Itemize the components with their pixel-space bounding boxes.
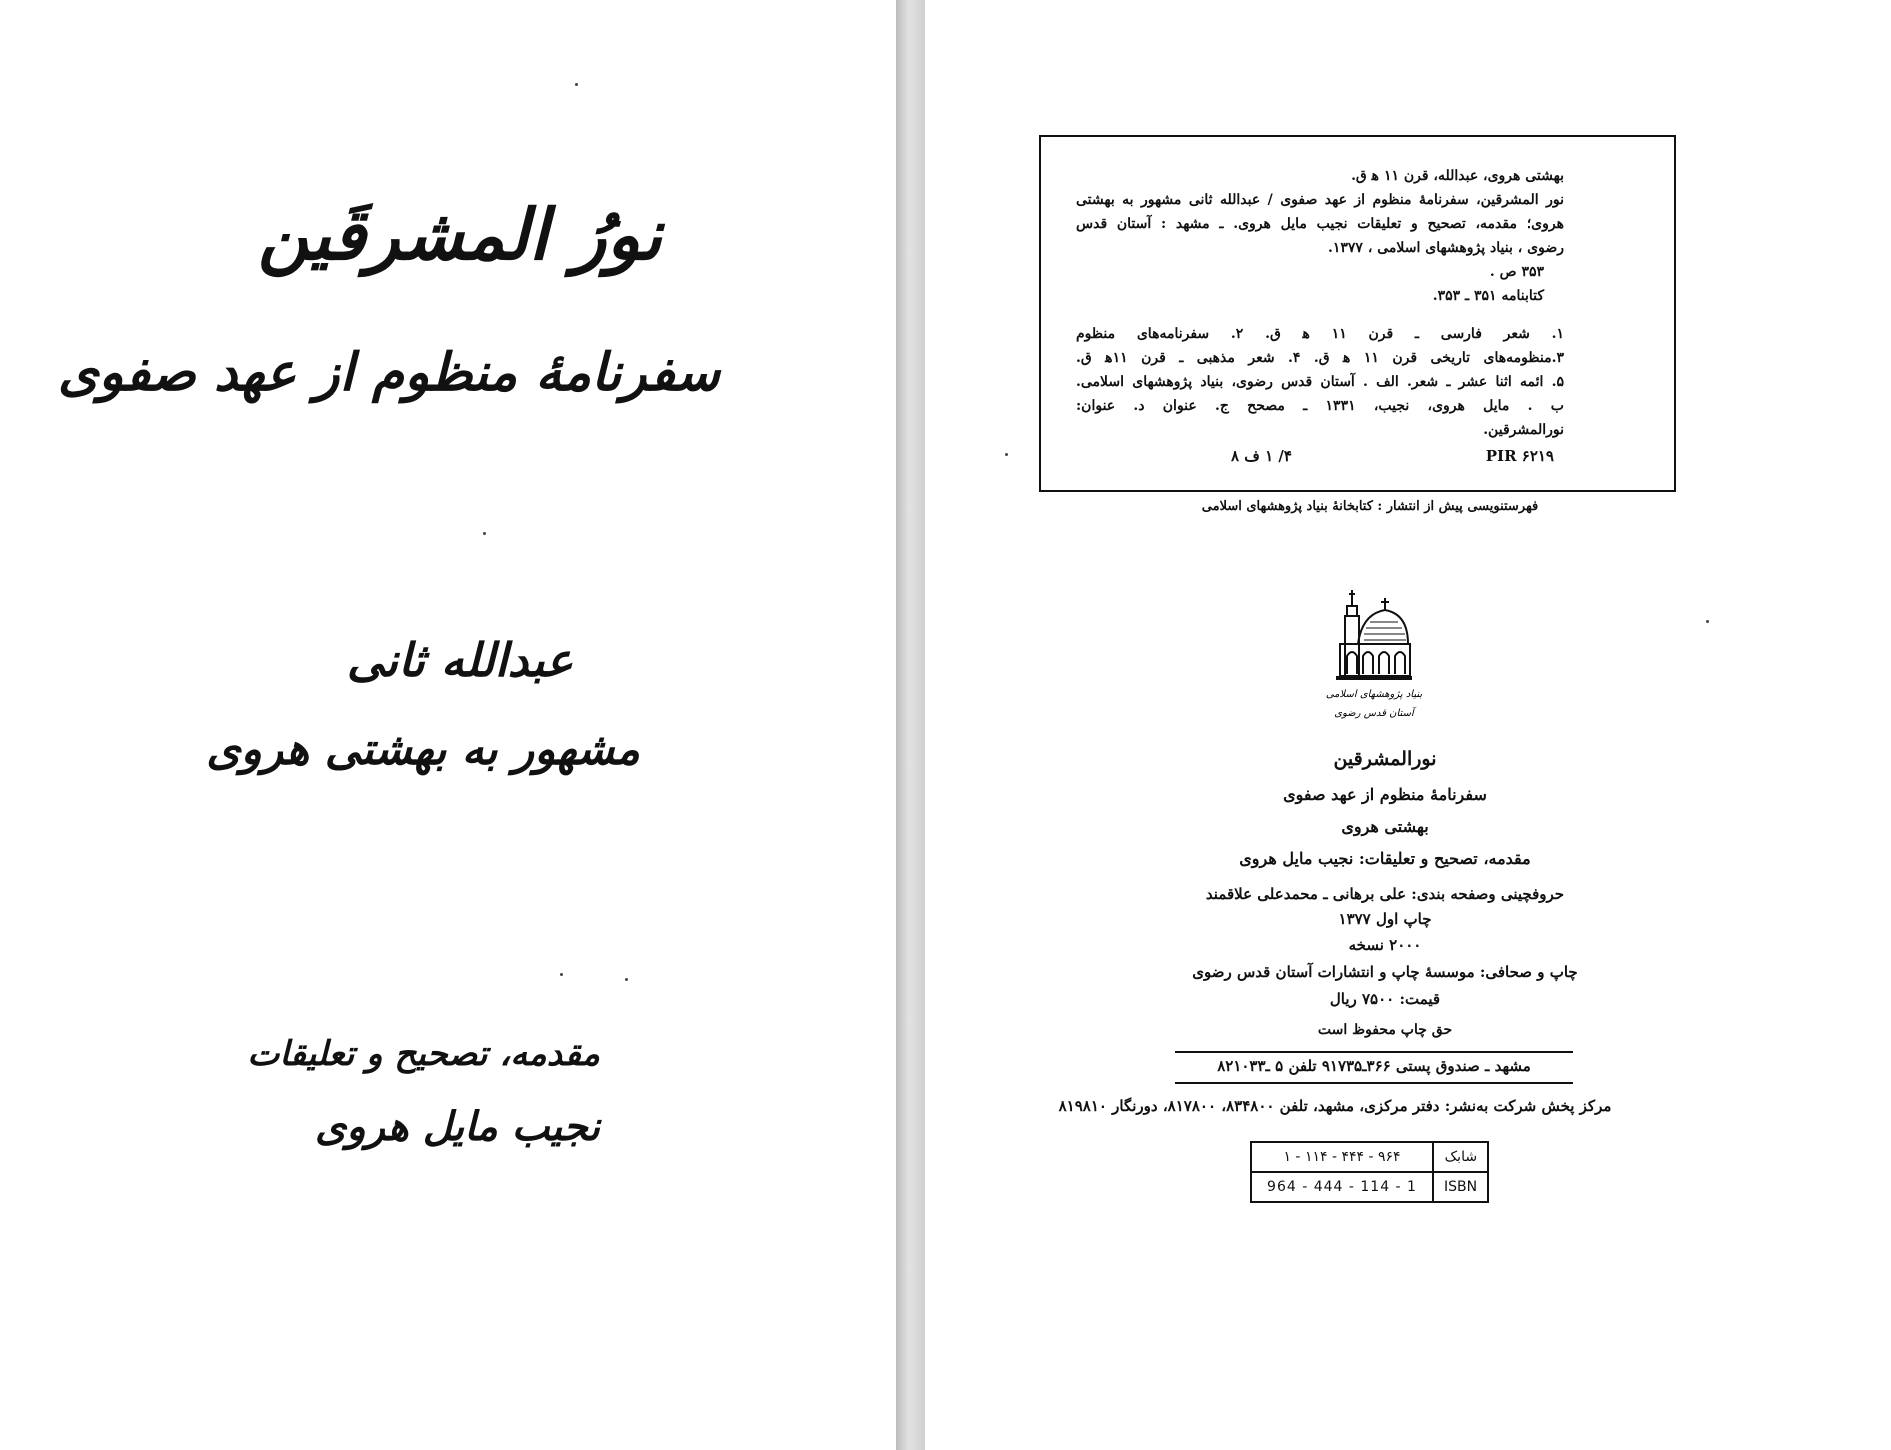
edition: چاپ اول ۱۳۷۷ [1338, 910, 1432, 928]
book-title-calligraphy: نورُ المشرقَین [257, 193, 662, 276]
isbn-number: 964 - 444 - 114 - 1 [1251, 1172, 1433, 1202]
editor-role: مقدمه، تصحیح و تعلیقات [247, 1034, 600, 1074]
distribution-info: مرکز پخش شرکت به‌نشر: دفتر مرکزی، مشهد، تلفن ۸۳۴۸۰۰، ۸۱۷۸۰۰، دورنگار ۸۱۹۸۱۰ [1058, 1097, 1612, 1115]
isbn-label-fa: شابک [1433, 1142, 1488, 1172]
book-subtitle-calligraphy: سفرنامهٔ منظوم از عهد صفوی [57, 342, 720, 403]
cip-line: ب . مایل هروی، نجیب، ۱۳۳۱ ـ مصحح ج. عنوان د. عنوان: [1076, 398, 1564, 414]
copyright-notice: حق چاپ محفوظ است [1317, 1022, 1453, 1038]
book-author: بهشتی هروی [1341, 817, 1429, 836]
book-gutter [896, 0, 925, 1450]
cip-record-box [1039, 135, 1676, 492]
cip-line: هروی؛ مقدمه، تصحیح و تعلیقات نجیب مایل هروی. ـ مشهد : آستان قدس [1076, 216, 1564, 232]
cip-line: نورالمشرقین. [1483, 422, 1564, 438]
book-editor: مقدمه، تصحیح و تعلیقات: نجیب مایل هروی [1239, 849, 1531, 868]
publisher-logo-name: بنیاد پژوهشهای اسلامی [1325, 689, 1423, 700]
cip-line: کتابنامه ۳۵۱ ـ ۳۵۳. [1432, 288, 1544, 304]
publisher-logo-sub: آستان قدس رضوی [1334, 708, 1414, 719]
print-speck [575, 83, 578, 86]
book-title: نورالمشرقین [1333, 748, 1437, 770]
cip-line: بهشتی هروی، عبدالله، قرن ۱۱ ه‍ ق. [1351, 168, 1564, 184]
isbn-label: ISBN [1433, 1172, 1488, 1202]
print-speck [560, 973, 563, 976]
price: قیمت: ۷۵۰۰ ریال [1329, 990, 1441, 1008]
divider [1175, 1082, 1573, 1084]
publisher-logo [1325, 584, 1423, 732]
divider [1175, 1051, 1573, 1053]
print-run: ۲۰۰۰ نسخه [1348, 936, 1422, 954]
isbn-number-fa: ۹۶۴ - ۴۴۴ - ۱۱۴ - ۱ [1251, 1142, 1433, 1172]
cip-line: ۱. شعر فارسی ـ قرن ۱۱ ه‍ ق. ۲. سفرنامه‌های منظوم [1076, 326, 1564, 342]
editor-name: نجیب مایل هروی [315, 1103, 600, 1150]
classification-number: ۴/ ۱ ف ۸ [1231, 447, 1292, 465]
cip-line: رضوی ، بنیاد پژوهشهای اسلامی ، ۱۳۷۷. [1328, 240, 1564, 256]
author-known-as: مشهور به بهشتی هروی [206, 724, 640, 775]
cip-line: نور المشرقین، سفرنامهٔ منظوم از عهد صفوی / عبدالله ثانی مشهور به بهشتی [1076, 192, 1564, 208]
typesetting-credit: حروفچینی وصفحه بندی: علی برهانی ـ محمدعلی علاقمند [1205, 885, 1565, 903]
print-speck [1005, 453, 1008, 456]
author-name: عبدالله ثانی [346, 633, 574, 687]
cip-caption: فهرستنویسی پیش از انتشار : کتابخانهٔ بنیاد پژوهشهای اسلامی [1201, 499, 1539, 514]
po-box-address: مشهد ـ صندوق پستی ۳۶۶ـ۹۱۷۳۵ تلفن ۵ ـ۸۲۱۰۳۳ [1217, 1057, 1531, 1075]
printer-credit: چاپ و صحافی: موسسهٔ چاپ و انتشارات آستان قدس رضوی [1192, 963, 1578, 981]
cip-line: ۳۵۳ ص . [1489, 264, 1544, 280]
cip-line: ۵. ائمه اثنا عشر ـ شعر. الف . آستان قدس رضوی، بنیاد پژوهشهای اسلامی. [1076, 374, 1565, 390]
copyright-page [925, 0, 1891, 1450]
print-speck [483, 532, 486, 535]
book-subtitle: سفرنامهٔ منظوم از عهد صفوی [1283, 785, 1487, 804]
isbn-table [1250, 1141, 1489, 1203]
title-page [0, 0, 896, 1450]
cip-line: ۳.منظومه‌های تاریخی قرن ۱۱ ه‍ ق. ۴. شعر مذهبی ـ قرن ۱۱ه‍ ق. [1076, 350, 1564, 366]
lc-call-number: PIR ۶۲۱۹ [1485, 447, 1554, 465]
print-speck [625, 978, 628, 981]
print-speck [1706, 620, 1709, 623]
